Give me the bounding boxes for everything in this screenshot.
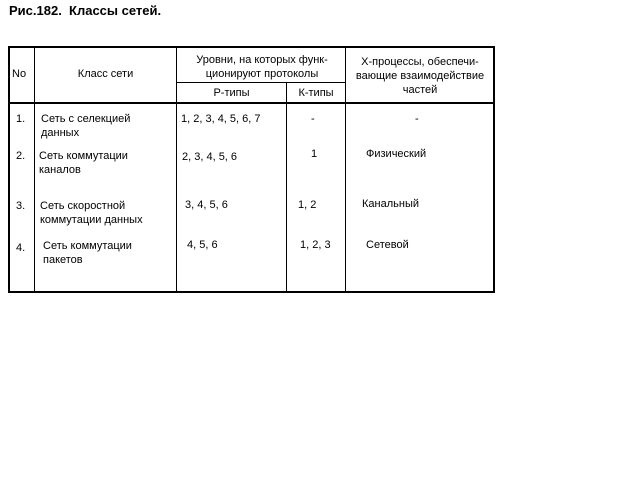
col-divider-2 xyxy=(176,46,177,293)
row-3-k-types: 1, 2 xyxy=(298,199,317,211)
row-1-no: 1. xyxy=(16,113,26,125)
row-1-p-types: 1, 2, 3, 4, 5, 6, 7 xyxy=(181,113,261,125)
row-2-p-types: 2, 3, 4, 5, 6 xyxy=(182,151,238,163)
row-2-k-types: 1 xyxy=(311,148,318,160)
levels-subheader-separator xyxy=(176,82,345,83)
table-border-top xyxy=(8,46,495,48)
table-border-bottom xyxy=(8,291,495,293)
header-k-types: К-типы xyxy=(298,87,334,99)
row-2-no: 2. xyxy=(16,150,26,162)
row-4-class: Сеть коммутации пакетов xyxy=(43,240,132,266)
row-1-x-process: - xyxy=(415,113,419,125)
header-separator xyxy=(8,102,495,104)
header-p-types: Р-типы xyxy=(213,87,250,99)
row-1-k-types: - xyxy=(311,113,315,125)
col-divider-1 xyxy=(34,46,35,293)
table-border-left xyxy=(8,46,10,293)
row-4-x-process: Сетевой xyxy=(366,239,409,251)
header-no: No xyxy=(12,68,27,80)
header-levels: Уровни, на которых функ- ционируют протоколы xyxy=(196,54,328,80)
row-2-class: Сеть коммутации каналов xyxy=(39,150,128,176)
header-class: Класс сети xyxy=(77,68,134,80)
row-4-p-types: 4, 5, 6 xyxy=(187,239,218,251)
network-classes-table xyxy=(8,46,495,293)
row-2-x-process: Физический xyxy=(366,148,427,160)
header-x-processes: Х-процессы, обеспечи- вающие взаимодействие частей xyxy=(355,56,485,96)
row-3-p-types: 3, 4, 5, 6 xyxy=(185,199,228,211)
row-3-no: 3. xyxy=(16,200,26,212)
col-divider-3 xyxy=(286,83,287,293)
row-4-no: 4. xyxy=(16,242,26,254)
row-4-k-types: 1, 2, 3 xyxy=(300,239,331,251)
figure-caption: Рис.182. Классы сетей. xyxy=(9,3,162,18)
row-3-class: Сеть скоростной коммутации данных xyxy=(40,200,143,226)
row-1-class: Сеть с селекцией данных xyxy=(41,113,131,139)
row-3-x-process: Канальный xyxy=(362,198,419,210)
